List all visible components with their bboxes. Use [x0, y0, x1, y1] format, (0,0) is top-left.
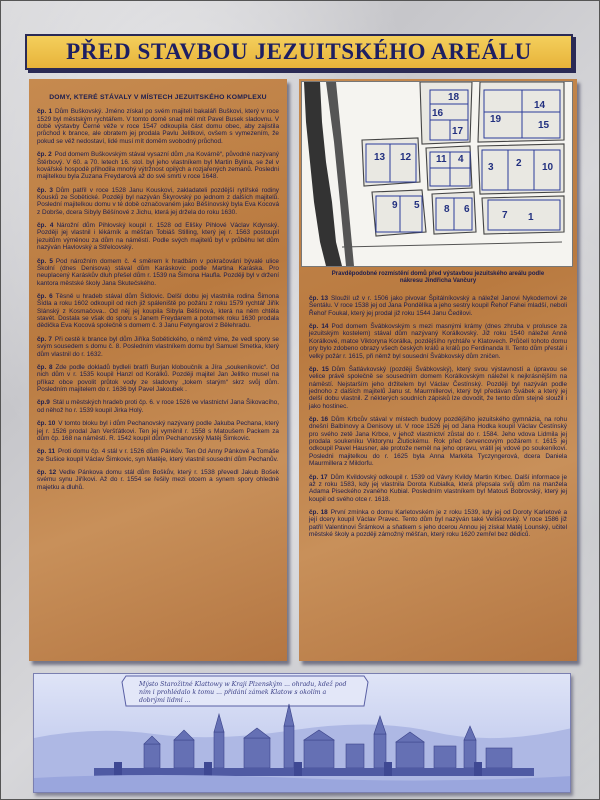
left-panel-heading: DOMY, KTERÉ STÁVALY V MÍSTECH JEZUITSKÉHO KOMPLEXU: [49, 94, 267, 101]
house-number: čp. 8: [37, 363, 53, 371]
house-entry: [37, 448, 279, 463]
house-entry: [37, 222, 279, 251]
house-entry: [37, 420, 279, 442]
map-house-label: 6: [464, 204, 470, 215]
house-number: čp. 7: [37, 335, 52, 343]
house-entry: [37, 151, 279, 180]
house-entry: [37, 108, 279, 145]
house-description: Nárožní dům Pihlovský koupil r. 1528 od Elišky Pihlové Václav Kdynský. Později jej vlastnil i lékárník a měšťan Tobiáš Stilling, který jej r. 1563 postoupil jezuitům výměnou za dům na náměstí. Podle svých majitelů byl v průběhu let dům nazýván Havlovský a Střelcovský.: [37, 222, 279, 252]
historic-map: [301, 81, 573, 267]
map-house-label: 1: [528, 212, 534, 223]
house-description: Dům patřil v roce 1528 Janu Kouskovi, zakladateli pozdější rytířské rodiny Kousků ze Sobětické. Později byl nazýván Škyrovský po jednom z dalších majitelů. Poslední majitelkou domu v té době označovaném jako Běšínovský byla Eva Kocová z Dobrše, dcera Sibyly Běšínové z Jichu, která jej držela do roku 1630.: [37, 186, 279, 216]
house-description: Vedle Pánkova domu stál dům Boškův, který r. 1538 převedl Jakub Bošek svému synu Jiříkovi. Až do r. 1554 se řešily mezi otcem a synem spory ohledně majetku a dluhů.: [37, 469, 280, 491]
map-caption: Pravděpodobné rozmístění domů před výstavbou jezuitského areálu podle nákresu Jindřicha Vančury: [331, 271, 545, 284]
panorama-inscription: Mýsto Starožitné Klattowy w Kraji Plzenským ... ohradu, kdež pod ním i prohlédalo k tomu ... přidání zámek Klatow s okolím a dobrými lidmi ...: [139, 681, 347, 704]
block-left-mid: [362, 138, 420, 186]
map-house-label: 13: [374, 152, 386, 163]
house-number: čp. 17: [309, 473, 328, 481]
house-number: čp. 15: [309, 365, 329, 373]
block-top-center: [420, 82, 472, 144]
house-number: čp. 6: [37, 293, 53, 301]
house-description: Pod domem Švábkovským s mezi masnými krámy (dnes zhruba v prolusce za jezuitským kostelem) stával dům nazývaný Korálkovský. Již roku 1540 náležel Anně Korálkové, matce Viktoryna Korálka, pozdějšího rychtáře v Klatovech. Průčelí tohoto domu pry bylo zdobeno obrazy všech českých králů a králů po Ferdinanda II. Tento dům přestál i velký požár r. 1615, při němž byl sousední Švábkovský dům zničen.: [309, 323, 567, 360]
house-description: Proti domu čp. 4 stál v r. 1526 dům Pánkův. Ten Od Anny Pánkové a Tomáše ze Sušice koupil Václav Šimkovic, syn Matěje, který vlastnil sousední dům Pechanův.: [37, 448, 280, 463]
house-description: Dům Šatlávkovský (později Švábkovský), který svou výstavností a úpravou se velice právě společně se sousedním domem Korálkovským náležel k nejkrásnějším na náměstí. Nejstarším jeho držitelem byl Václav Čestínský. Později byl nazýván podle jednoho z dalších majitelů Janu st. Maurmillerovi, který byl předávan Švábek a který jej delší dobu vlastnil. Z některých soudních zápisků lze dovodit, že tento dům stejně sloužil i jako hostinec.: [309, 365, 567, 410]
block-right-low: [482, 196, 564, 234]
map-house-label: 18: [448, 92, 460, 103]
house-number: čp. 11: [37, 448, 56, 456]
map-house-label: 7: [502, 210, 508, 221]
historic-panorama: [33, 673, 571, 793]
house-entry: [309, 295, 567, 317]
left-entry-list: [37, 108, 279, 491]
house-description: Dům Krbcův stával v místech budovy pozdějšího jezuitského gymnázia, na rohu dnešní Balbínovy a Denisovy ul. V roce 1526 jej od Jana Hodka koupil Václav Čestínský pro svého zetě Jana Krbce, v jehož vlastnictví zůstal do r. 1584. Jeho vdova Lidmila jej prodala soukeníku Viktorynu Žlutickému. Rok před červencovým požárem r. 1615 jej odkoupil Pavel Hausner, ale protože neměl na jeho opravu, vrátil jej vdově po soukeníkovi. Posledni majitelkou do r. 1625 byla Anna Markéta Tyczyngerová, dcera Daniela Maurmillera z Mildorfu.: [309, 416, 567, 468]
block-left-low: [372, 190, 426, 236]
title-banner: [25, 34, 573, 70]
house-number: čp. 18: [309, 509, 328, 517]
map-house-label: 16: [432, 108, 444, 119]
map-house-label: 19: [490, 114, 502, 125]
house-description: Dům Kvildovský odkoupil r. 1539 od Vávry Kvildy Martin Krbec. Další informace je až z roku 1583, kdy jej vlastnila Dorota Kubialka, která přepsala svůj dům na manžela Adama Piseckého zvaného Kubial. Posledním vlastníkem byl Matouš Bobrovský, který jej koupil od svého otce r. 1618.: [309, 473, 567, 503]
map-house-label: 5: [414, 200, 420, 211]
house-description: Dům Buškovský. Jméno získal po svém majiteli bakaláři Buškovi, který v roce 1529 byl městským rychtářem. V tomto domě snad měl mít Pavel Busek sladovnu. V době výstavby Černé věže v roce 1547 odkoupila část domu obec, aby zajistila průchod k brance, ale obratem jej prodala Pavlu Jelitkovi, ovšem s vymezením, že pokud se věž nedostaví, lidé musí mít doměm svobodný průchod.: [37, 108, 279, 145]
map-house-label: 17: [452, 126, 464, 137]
house-description: Těsně u hradeb stával dům Šídlovic. Delší dobu jej vlastnila rodina Šimona Šídla a roku 1602 odkoupil od nich již spáleniště po požáru z roku 1579 rychtář Jiřík Slánský z Kosmačova.. Od něj jej koupila Sibyla Běšínová, která na něm chtěla stavět. Dostala se však do sporu s Janem Freydarem a potomek roku 1630 prodala dědička Eva Kocová společně s domem č. 3 Janu Fetyngarovi z Bělehradu.: [37, 293, 279, 330]
house-entry: [309, 416, 567, 467]
house-description: Sloužil už v r. 1506 jako pivovar Špitálníkovský a náležel Janovi Nykodemovi ze Šentálu. V roce 1538 jej od Jana Pondělíka a jeho sestry koupil Řehoř Fahei mladší, neboli Řehoř Foukal, který jej prodal již roku 1544 Janu Čedilovi.: [309, 295, 567, 317]
house-entry: [309, 509, 567, 538]
house-number: čp.9: [37, 399, 50, 407]
house-entry: [37, 258, 279, 287]
page-title: PŘED STAVBOU JEZUITSKÉHO AREÁLU: [66, 39, 532, 64]
panorama-town-wall: [94, 768, 534, 776]
house-number: čp. 5: [37, 257, 53, 265]
house-description: Pod nárožním domem č. 4 směrem k hradbám v pokračování bývalé ulice Školní (dnes Denisova) stával dům Karáskovic podle Martina Karáska. Pro neuplacený Karáskův dluh přešel dům r. 1539 na Šimona Haufla. Později byl v držení kantora městské školy Jana Skutečského.: [37, 257, 279, 287]
house-entry: [37, 293, 279, 330]
map-house-label: 8: [444, 204, 450, 215]
map-house-label: 9: [392, 200, 398, 211]
house-number: čp. 14: [309, 323, 329, 331]
house-entry: [309, 366, 567, 410]
left-text-panel: [29, 79, 287, 661]
house-number: čp. 4: [37, 222, 54, 230]
house-number: čp. 3: [37, 186, 53, 194]
house-description: První zmínka o domu Karletovském je z roku 1539, kdy jej od Doroty Karletové a její dcery koupil Václav Pravec. Tento dům byl nazýván také Veliškovský. V roce 1586 již patřil Valentinovi Šrámkovi a sňatkem s jeho dcerou Annou jej získal Matěj Lounský, učitel městské školy a později zámožný měšťan, který roku 1620 zemřel bez dědiců.: [309, 509, 567, 539]
map-house-label: 3: [488, 162, 494, 173]
map-house-label: 12: [400, 152, 412, 163]
house-description: V tomto bloku byl i dům Pechanovský nazývaný podle Jakuba Pechana, který jej r. 1526 prodal Jan Veršťátkovi. Ten jej vyměnil r. 1558 s Matoušem Packem za dům čp. 168 na náměstí. R. 1542 koupil dům Pechanovský Matěj Šimkovic.: [37, 420, 279, 442]
house-number: čp. 10: [37, 420, 56, 428]
house-entry: [37, 469, 279, 491]
house-entry: [309, 323, 567, 360]
house-number: čp. 16: [309, 416, 329, 424]
house-number: čp. 1: [37, 108, 53, 116]
map-drawing: [302, 82, 572, 266]
house-entry: [37, 187, 279, 216]
map-house-label: 4: [458, 154, 464, 165]
map-house-label: 2: [516, 158, 522, 169]
map-house-label: 14: [534, 100, 546, 111]
house-description: Pod domem Buškovským stával vysazní dům „na Kovárně“, původně nazývaný Štěrbový. V 60. a 70. letech 16. stol. byl jeho vlastníkem byl Martin Bylina, se žel v kovářské hospodě přihodila mnohý výtržnost opilých a rozjařených zemanů. Posledni majitelkou byla Zuzana Freydarová až do své smrti v roce 1648.: [37, 151, 279, 181]
house-entry: [37, 336, 279, 358]
map-house-label: 10: [542, 162, 554, 173]
house-entry: [37, 364, 279, 393]
house-description: Zde podle dokladů bydleli bratři Burjan kloboučník a Jíra „soukeníkovic“. Od nich dům v r. 1535 koupil Hanzl od Korálků. Později majitel Jan Jelitko musel na příkaz obce povolit průtok vody ze sladovny „tokem starým“ skrz svůj dům. Posledním majitelem do r. 1636 byl Pavel Jakoubek .: [37, 363, 279, 393]
house-number: čp. 12: [37, 469, 57, 477]
house-number: čp. 2: [37, 151, 52, 159]
house-description: Stál u městských hradeb proti čp. 6. v roce 1526 ve vlastnictví Jana Šikovacího, od něhož ho r. 1539 koupil Jirka Holý.: [37, 399, 279, 414]
house-entry: [37, 399, 279, 414]
map-house-label: 11: [436, 154, 447, 165]
house-description: Při cestě k brance byl dům Jiříka Sobětického, o němž víme, že vedl spory se svým sousedem s domu č. 8. Posledním vlastníkem domu byl Samuel Smetka, který dům vlastnil do r. 1632.: [37, 335, 279, 358]
right-entry-list: [309, 295, 567, 545]
house-entry: [309, 474, 567, 503]
map-house-label: 15: [538, 120, 550, 131]
house-number: čp. 13: [309, 295, 329, 302]
right-text-panel: [299, 79, 577, 661]
